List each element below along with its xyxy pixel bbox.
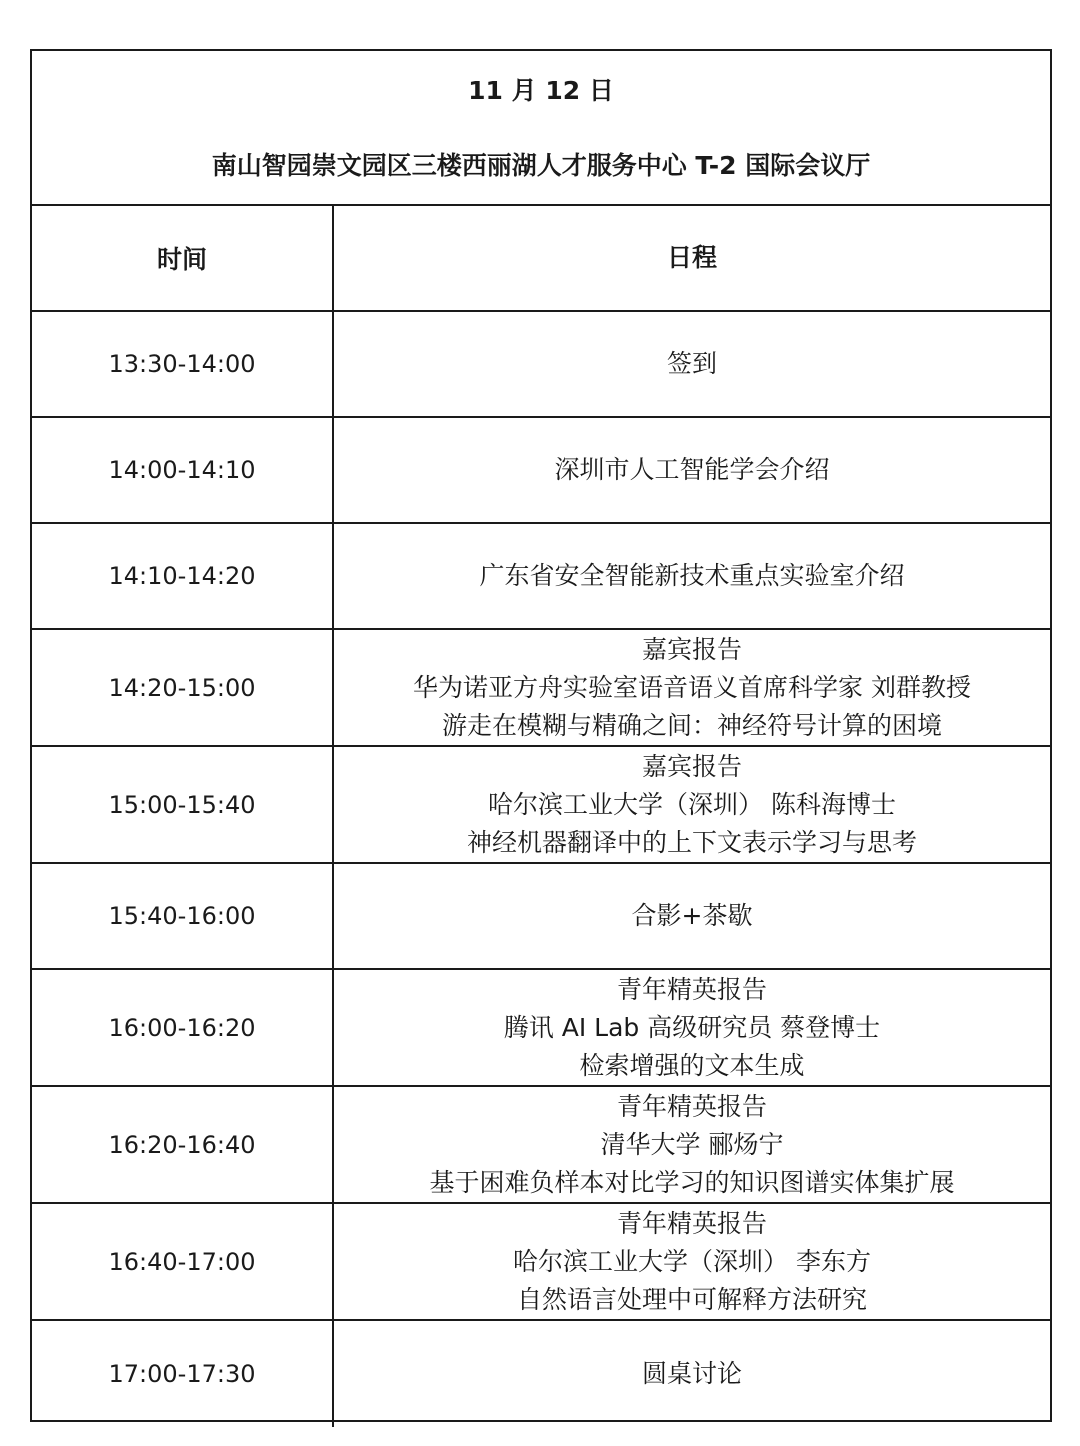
talk-category: 嘉宾报告	[641, 751, 742, 781]
schedule-line: 签到	[666, 349, 717, 378]
talk-title: 自然语言处理中可解释方法研究	[516, 1284, 867, 1314]
row-schedule	[334, 524, 1050, 628]
row-time: 13:30-14:00	[32, 312, 334, 416]
talk-title: 检索增强的文本生成	[579, 1050, 805, 1080]
table-row	[32, 1087, 1050, 1204]
speaker-line: 哈尔滨工业大学（深圳） 陈科海博士	[488, 789, 896, 819]
schedule-line: 圆桌讨论	[641, 1359, 742, 1388]
row-time: 16:20-16:40	[32, 1087, 334, 1202]
row-time: 14:20-15:00	[32, 630, 334, 745]
row-time: 17:00-17:30	[32, 1321, 334, 1427]
row-time: 14:00-14:10	[32, 418, 334, 522]
table-row	[32, 418, 1050, 524]
table-row	[32, 630, 1050, 747]
column-header-time: 时间	[32, 206, 334, 310]
row-schedule	[334, 1204, 1050, 1319]
talk-title: 游走在模糊与精确之间：神经符号计算的困境	[441, 710, 942, 740]
row-schedule	[334, 970, 1050, 1085]
speaker-line: 清华大学 郦炀宁	[600, 1129, 784, 1159]
row-time: 15:00-15:40	[32, 747, 334, 862]
table-row	[32, 1321, 1050, 1427]
talk-category: 青年精英报告	[616, 974, 767, 1004]
schedule-line: 深圳市人工智能学会介绍	[554, 455, 830, 484]
row-schedule	[334, 1321, 1050, 1427]
row-time: 14:10-14:20	[32, 524, 334, 628]
talk-title: 神经机器翻译中的上下文表示学习与思考	[466, 827, 917, 857]
table-row	[32, 747, 1050, 864]
column-header-schedule: 日程	[666, 243, 717, 272]
speaker-line: 华为诺亚方舟实验室语音语义首席科学家 刘群教授	[413, 672, 971, 702]
row-schedule	[334, 312, 1050, 416]
talk-category: 青年精英报告	[616, 1208, 767, 1238]
row-schedule	[334, 1087, 1050, 1202]
column-header-row	[32, 206, 1050, 312]
table-header	[32, 51, 1050, 206]
table-row	[32, 524, 1050, 630]
schedule-line: 广东省安全智能新技术重点实验室介绍	[479, 561, 905, 590]
table-row	[32, 1204, 1050, 1321]
row-schedule	[334, 747, 1050, 862]
table-row	[32, 970, 1050, 1087]
schedule-line: 合影+茶歇	[631, 901, 753, 930]
speaker-line: 腾讯 AI Lab 高级研究员 蔡登博士	[503, 1012, 881, 1042]
schedule-table	[30, 49, 1052, 1422]
table-row	[32, 864, 1050, 970]
talk-category: 嘉宾报告	[641, 634, 742, 664]
row-schedule	[334, 630, 1050, 745]
event-date: 11 月 12 日	[468, 76, 614, 105]
speaker-line: 哈尔滨工业大学（深圳） 李东方	[513, 1246, 871, 1276]
row-time: 15:40-16:00	[32, 864, 334, 968]
row-schedule	[334, 418, 1050, 522]
talk-category: 青年精英报告	[616, 1091, 767, 1121]
row-schedule	[334, 864, 1050, 968]
table-row	[32, 312, 1050, 418]
event-venue: 南山智园崇文园区三楼西丽湖人才服务中心 T-2 国际会议厅	[211, 151, 871, 180]
row-time: 16:00-16:20	[32, 970, 334, 1085]
row-time: 16:40-17:00	[32, 1204, 334, 1319]
talk-title: 基于困难负样本对比学习的知识图谱实体集扩展	[429, 1167, 955, 1197]
